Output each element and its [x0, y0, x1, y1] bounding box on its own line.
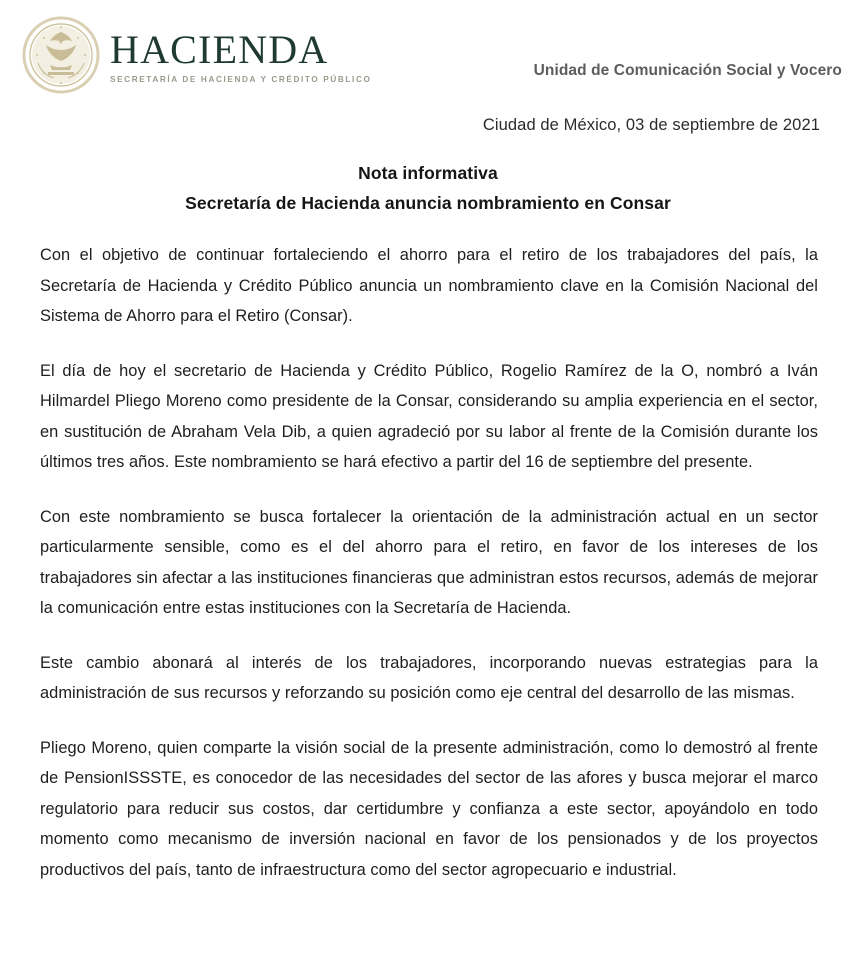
page-subtitle: Secretaría de Hacienda anuncia nombramiento en Consar: [185, 193, 671, 213]
communication-unit-label: Unidad de Comunicación Social y Vocero: [533, 62, 842, 79]
brand-lockup: [0, 0, 371, 94]
page-title: Nota informativa: [358, 163, 498, 183]
body-paragraph: Con el objetivo de continuar fortaleciendo el ahorro para el retiro de los trabajadores del país, la Secretaría de Hacienda y Crédito Público anuncia un nombramiento clave en la Comisión Nacional del Sistema de Ahorro para el Retiro (Consar).: [40, 246, 818, 325]
mexican-coat-of-arms-seal-icon: [22, 16, 100, 94]
wordmark-block: [110, 25, 371, 86]
title-block: [0, 163, 856, 214]
hacienda-wordmark: HACIENDA: [110, 26, 329, 72]
body-paragraph: Con este nombramiento se busca fortalecer la orientación de la administración actual en un sector particularmente sensible, como es el del ahorro para el retiro, en favor de los intereses de los trabajadores sin afectar a las instituciones financieras que administran estos recursos, además de mejorar la comunicación entre estas instituciones con la Secretaría de Hacienda.: [40, 507, 818, 617]
body-paragraph: Pliego Moreno, quien comparte la visión social de la presente administración, como lo demostró al frente de PensionISSSTE, es conocedor de las necesidades del sector de las afores y busca mejorar el marco regulatorio para reducir sus costos, dar certidumbre y confianza a este sector, apoyándolo en todo momento como mecanismo de inversión nacional en favor de los pensionados y de los proyectos productivos del país, tanto de infraestructura como del sector agropecuario e industrial.: [40, 738, 818, 879]
dateline: Ciudad de México, 03 de septiembre de 2021: [482, 116, 820, 134]
hacienda-wordmark-subtitle: SECRETARÍA DE HACIENDA Y CRÉDITO PÚBLICO: [110, 74, 372, 84]
body-copy: [40, 214, 818, 885]
document-header: [0, 0, 856, 108]
body-paragraph: El día de hoy el secretario de Hacienda y Crédito Público, Rogelio Ramírez de la O, nombró a Iván Hilmardel Pliego Moreno como presidente de la Consar, considerando su amplia experiencia en el sector, en sustitución de Abraham Vela Dib, a quien agradeció por su labor al frente de la Comisión durante los últimos tres años. Este nombramiento se hará efectivo a partir del 16 de septiembre del presente.: [40, 361, 818, 471]
body-paragraph: Este cambio abonará al interés de los trabajadores, incorporando nuevas estrategias para la administración de sus recursos y reforzando su posición como eje central del desarrollo de las mismas.: [40, 653, 818, 702]
